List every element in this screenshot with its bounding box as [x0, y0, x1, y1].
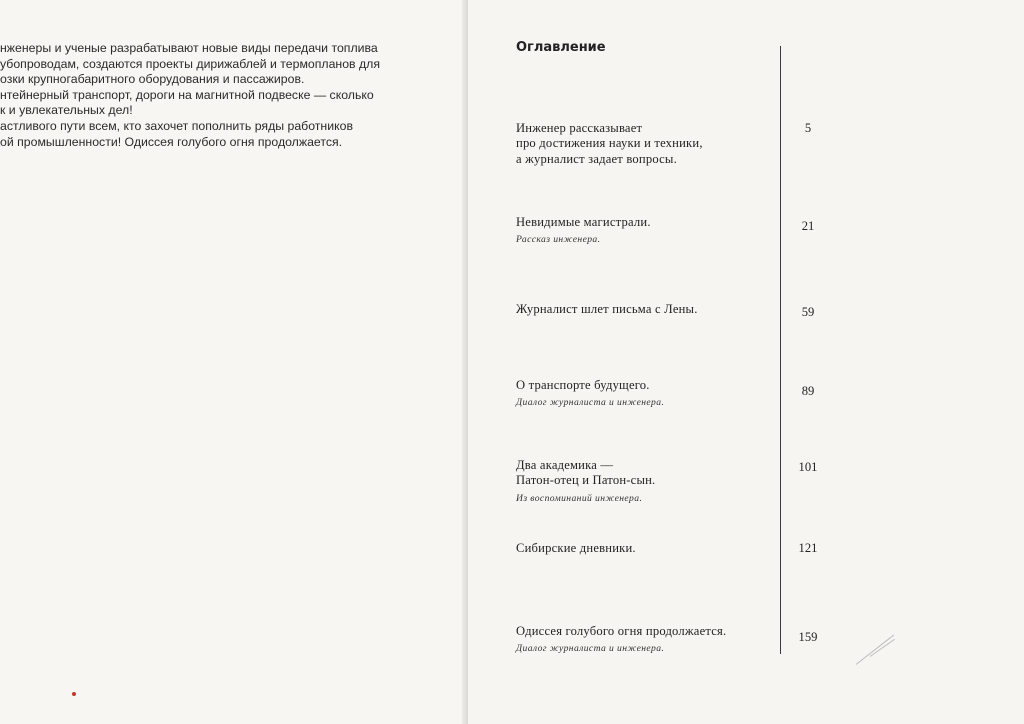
entry-page-number: 101 — [798, 460, 818, 474]
entry-title-line: О транспорте будущего. — [516, 378, 650, 392]
toc-entry — [516, 215, 778, 247]
entry-title-line: Два академика — — [516, 458, 614, 472]
toc-entry — [516, 624, 778, 656]
text-line: нтейнерный транспорт, дороги на магнитной подвеске — сколько — [0, 87, 374, 102]
entry-page-number: 89 — [801, 384, 815, 398]
entry-title-line: Невидимые магистрали. — [516, 215, 651, 229]
toc-entry — [516, 458, 778, 506]
vertical-rule — [780, 46, 781, 654]
entry-subtitle: Рассказ инженера. — [516, 234, 601, 246]
entry-title-line: про достижения науки и техники, — [516, 136, 703, 151]
entry-title-line: Инженер рассказывает — [516, 121, 643, 135]
text-line: астливого пути всем, кто захочет пополнить ряды работников — [0, 118, 353, 133]
text-line: убопроводам, создаются проекты дирижаблей и термопланов для — [0, 56, 381, 71]
ink-speck — [72, 692, 76, 696]
entry-title-line: Журналист шлет письма с Лены. — [516, 302, 698, 316]
entry-title-line: а журналист задает вопросы. — [516, 151, 677, 166]
toc-entry — [516, 378, 778, 410]
text-line: к и увлекательных дел! — [0, 103, 133, 118]
toc-heading: Оглавление — [516, 40, 606, 55]
entry-page-number: 159 — [798, 630, 818, 644]
entry-subtitle: Диалог журналиста и инженера. — [516, 397, 665, 409]
toc-entry — [516, 302, 778, 317]
entry-title-line: Одиссея голубого огня продолжается. — [516, 624, 727, 638]
entry-subtitle: Из воспоминаний инженера. — [516, 492, 643, 504]
toc-entry — [516, 541, 778, 556]
toc-entry — [516, 121, 778, 167]
entry-title-line: Патон-отец и Патон-сын. — [516, 473, 656, 488]
entry-title-line: Сибирские дневники. — [516, 541, 636, 555]
left-page-text — [0, 41, 410, 150]
entry-subtitle: Диалог журналиста и инженера. — [516, 643, 665, 655]
entry-page-number: 21 — [801, 219, 815, 233]
right-page — [468, 0, 1024, 724]
entry-page-number: 59 — [801, 305, 815, 319]
text-line: нженеры и ученые разрабатывают новые виды передачи топлива — [0, 41, 378, 55]
left-page — [0, 0, 468, 724]
entry-page-number: 5 — [804, 121, 812, 135]
entry-page-number: 121 — [798, 541, 818, 555]
text-line: озки крупногабаритного оборудования и пассажиров. — [0, 72, 305, 87]
text-line: ой промышленности! Одиссея голубого огня продолжается. — [0, 134, 343, 149]
